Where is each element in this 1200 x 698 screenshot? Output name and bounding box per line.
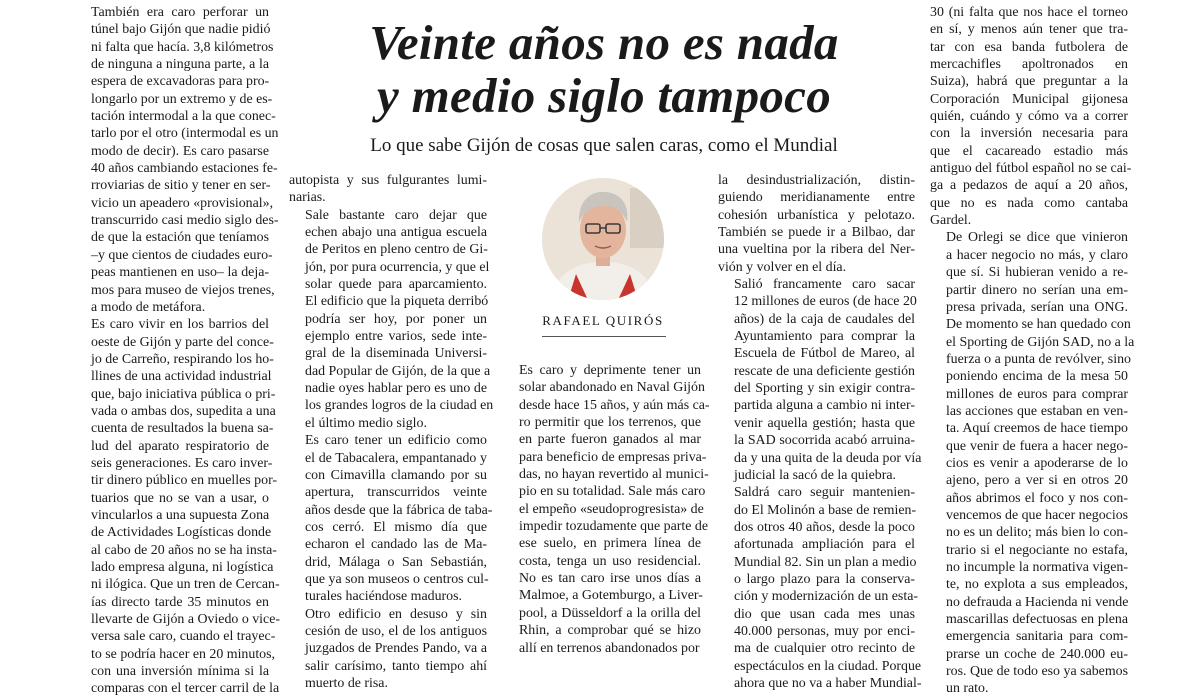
text-line: oeste de Gijón y parte del conce-: [91, 334, 274, 350]
text-line: la SAD socorrida acabó arruina-: [734, 433, 915, 449]
text-line: la desindustrialización, distin-: [718, 173, 915, 188]
text-line: con una inversión mínima si la: [91, 664, 269, 680]
text-line: ta. Aquí creemos de hace tiempo: [946, 421, 1128, 437]
article-paragraph: [718, 484, 922, 692]
text-line: ni falta que hacía. 3,8 kilómetros: [91, 39, 274, 55]
text-line: Malmoe, a Gotemburgo, a Liver-: [519, 588, 703, 604]
text-line: espectáculos en la ciudad. Porque: [734, 658, 922, 674]
text-line: cesión de uso, el de los antiguos: [305, 623, 487, 639]
text-line: jo de Carreño, respirando los ho-: [91, 351, 274, 367]
text-line: De momento se han quedado con: [946, 317, 1131, 333]
article-column-4: [718, 172, 922, 692]
text-line: a modo de metáfora.: [91, 299, 206, 315]
text-line: Salió francamente caro sacar: [734, 277, 915, 293]
author-photo: [542, 178, 664, 300]
text-line: allí en terrenos abandonados por: [519, 640, 700, 656]
text-line: No es tan caro irse unos días a: [519, 571, 701, 587]
article-paragraph: [289, 432, 493, 605]
text-line: al cabo de 20 años no se ha insta-: [91, 542, 277, 558]
text-line: ción y modernización de un esta-: [734, 589, 918, 605]
article-paragraph: [289, 207, 494, 432]
text-line: cios es venir a apoderarse de lo: [946, 455, 1128, 471]
text-line: 40.000 personas, muy por enci-: [734, 623, 915, 639]
text-line: no incumple la normativa vigen-: [946, 560, 1128, 575]
text-line: autopista y sus fulgurantes lumi-: [289, 173, 487, 188]
text-line: drid, Málaga o San Sebastián,: [305, 554, 487, 570]
text-line: que ya son museos o centros cul-: [305, 571, 489, 587]
text-line: rroviarias de sitio y tener en ser-: [91, 178, 271, 194]
text-line: a hacer negocio no más, y claro: [946, 247, 1128, 263]
text-line: ro permitir que los terrenos, que: [519, 415, 701, 431]
text-line: También se puede ir a Bilbao, dar: [718, 225, 915, 241]
article-paragraph: [930, 4, 1132, 229]
byline-divider: [542, 336, 666, 337]
text-line: judicial la sacó de la quiebra.: [734, 467, 896, 483]
text-line: echaron el candado las de Ma-: [305, 537, 487, 553]
text-line: lado empresa alguna, ni logística: [91, 560, 274, 575]
text-line: partida alguna a cambio ni inter-: [734, 398, 915, 414]
text-line: antiguo del fútbol español no se cai-: [930, 161, 1132, 177]
text-line: 30 (ni falta que nos hace el torneo: [930, 5, 1128, 20]
text-line: ías directo tarde 35 minutos en: [91, 594, 269, 610]
author-byline: RAFAEL QUIRÓS: [542, 313, 664, 328]
article-paragraph: [718, 172, 915, 276]
text-line: También era caro perforar un: [91, 5, 269, 20]
text-line: El edificio que la piqueta derribó: [305, 294, 489, 310]
text-line: podría ser hoy, por poner un: [305, 311, 487, 327]
text-line: con la inversión necesaria para: [930, 126, 1128, 142]
text-line: cos cerró. El mismo día que: [305, 519, 487, 535]
text-line: solar abandonado en Naval Gijón: [519, 380, 705, 396]
text-line: echen abajo una antigua escuela: [305, 225, 487, 241]
text-line: de que la estación que teníamos: [91, 230, 269, 246]
text-line: turales haciéndose maduros.: [305, 589, 462, 605]
text-line: Rhin, a comprobar qué se hizo: [519, 623, 701, 639]
text-line: juzgados de Prendes Pando, va a: [305, 641, 487, 657]
text-line: apertura, transcurridos veinte: [305, 485, 487, 501]
text-line: 12 millones de euros (de hace 20: [734, 294, 917, 310]
author-portrait-illustration: [542, 178, 664, 300]
text-line: prarse un coche de 240.000 eu-: [946, 646, 1128, 662]
text-line: años abrimos el foco y nos con-: [946, 490, 1128, 506]
text-line: ga a pedazos de aquí a 20 años,: [930, 178, 1128, 194]
text-line: tar con esa banda futbolera de: [930, 39, 1128, 55]
text-line: Es caro y deprimente tener un: [519, 363, 701, 378]
text-line: seis generaciones. Es caro inver-: [91, 455, 273, 471]
text-line: tuarios que no se van a usar, o: [91, 490, 269, 506]
headline-line-1: Veinte años no es nada: [369, 15, 839, 70]
article-paragraph: [75, 4, 279, 316]
text-line: las acciones que estaban en ven-: [946, 403, 1128, 419]
article-paragraph: [503, 362, 710, 657]
text-line: Es caro tener un edificio como: [305, 433, 487, 449]
text-line: modo de decir). Es caro pasarse: [91, 143, 269, 159]
text-line: en sí, y menos aún tener que tra-: [930, 22, 1128, 38]
text-line: años desde que la fábrica de taba-: [305, 502, 493, 518]
text-line: transcurrido casi medio siglo des-: [91, 213, 279, 229]
text-line: espera de excavadoras para pro-: [91, 74, 270, 90]
text-line: cuenta de resultados la buena sa-: [91, 421, 274, 437]
text-line: mercachifles apoltronados en: [930, 57, 1128, 73]
text-line: solar quede para aparcamiento.: [305, 277, 487, 293]
text-line: Sale bastante caro dejar que: [305, 207, 487, 223]
text-line: da y una quita de la deuda por vía: [734, 450, 922, 466]
text-line: ahora que no va a haber Mundial-: [734, 675, 922, 691]
text-line: Es caro vivir en los barrios del: [91, 317, 269, 333]
text-line: vicio un apeadero «provisional»,: [91, 195, 274, 211]
text-line: impedir tozudamente que parte de: [519, 519, 708, 535]
text-line: gral de la diseminada Universi-: [305, 346, 487, 362]
text-line: emergencia sanitaria para com-: [946, 629, 1128, 645]
text-line: los grandes logros de la ciudad en: [305, 398, 494, 414]
text-line: llevarte de Gijón a Oviedo o vice-: [91, 612, 280, 628]
text-line: no es un delito; más bien lo con-: [946, 525, 1128, 541]
text-line: Escuela de Fútbol de Mareo, al: [734, 346, 915, 362]
text-line: desde hace 15 años, y aún más ca-: [519, 397, 710, 413]
text-line: que sí. Si hubieran venido a re-: [946, 265, 1128, 281]
article-paragraph: [930, 229, 1135, 697]
article-paragraph: [75, 316, 280, 698]
text-line: de ninguna a ninguna parte, a la: [91, 57, 269, 73]
text-line: millones de euros para comprar: [946, 386, 1128, 402]
text-line: tarlo por el otro (intermodal es un: [91, 126, 279, 142]
text-line: salir carísimo, tanto tiempo ahí: [305, 658, 487, 674]
text-line: el último medio siglo.: [305, 415, 427, 431]
text-line: Otro edificio en desuso y sin: [305, 606, 487, 622]
text-line: poniendo encima de la mesa 50: [946, 369, 1128, 385]
text-line: afortunada ampliación para el: [734, 537, 915, 553]
text-line: vada o ambas dos, supedita a una: [91, 403, 276, 419]
text-line: ni ilógica. Que un tren de Cercan-: [91, 577, 280, 593]
text-line: te, no explota a sus empleados,: [946, 577, 1128, 593]
text-line: que el cacareado estadio más: [930, 143, 1128, 159]
text-line: peas mantienen en uso– la deja-: [91, 265, 269, 281]
text-line: o largo plazo para la conserva-: [734, 571, 915, 587]
text-line: costa, tenga un uso residencial.: [519, 553, 701, 569]
text-line: longarlo por un extremo y de es-: [91, 91, 273, 107]
text-line: ajeno, pero a ver si en otros 20: [946, 473, 1128, 489]
text-line: das, no hayan revertido al munici-: [519, 467, 709, 483]
text-line: vión y volver en el día.: [718, 259, 847, 275]
text-line: pio en su totalidad. Sale más caro: [519, 484, 706, 500]
text-line: do El Molinón a base de remien-: [734, 502, 917, 518]
text-line: to se podría hacer en 20 minutos,: [91, 646, 276, 662]
text-line: nadie oyes hablar pero es uno de: [305, 381, 487, 397]
text-line: jón, por pura ocurrencia, y que el: [305, 259, 490, 275]
text-line: que venir de fuera a hacer nego-: [946, 438, 1128, 454]
article-paragraph: [289, 172, 487, 207]
text-line: pool, a Düsseldorf a la orilla del: [519, 605, 701, 621]
text-line: cohesión urbanística y pelotazo.: [718, 207, 915, 223]
text-line: Gardel.: [930, 213, 972, 229]
text-line: Corporación Municipal gijonesa: [930, 91, 1128, 107]
text-line: en parte fueron ganados al mar: [519, 432, 701, 448]
text-line: del Sporting y sin exigir contra-: [734, 381, 915, 397]
article-column-3: [503, 362, 710, 657]
text-line: fuerza o a punta de revólver, sino: [946, 351, 1131, 367]
text-line: comparas con el tercer carril de la: [91, 681, 280, 697]
text-line: presa privada, serían una ONG.: [946, 299, 1128, 315]
text-line: ese suelo, en primera línea de: [519, 536, 701, 552]
text-line: Mundial 82. Sin un plan a medio: [734, 554, 917, 570]
text-line: tir dinero público en muelles por-: [91, 473, 278, 489]
text-line: Ayuntamiento para comprar la: [734, 329, 915, 345]
article-paragraph: [718, 276, 922, 484]
text-line: vincularlos a una supuesta Zona: [91, 507, 270, 523]
text-line: un rato.: [946, 681, 989, 697]
text-line: partir dinero no serían una em-: [946, 282, 1128, 298]
text-line: túnel bajo Gijón que nadie pidió: [91, 22, 271, 38]
text-line: quién, cuándo y cómo va a correr: [930, 109, 1128, 125]
text-line: De Orlegi se dice que vinieron: [946, 230, 1128, 246]
text-line: tación intermodal a la que conec-: [91, 109, 276, 125]
headline-line-2: y medio siglo tampoco: [376, 68, 832, 123]
text-line: rescate de una deficiente gestión: [734, 363, 915, 379]
text-line: para beneficio de empresas priva-: [519, 449, 707, 465]
text-line: no defrauda a Hacienda ni vende: [946, 594, 1129, 610]
text-line: –y que cientos de ciudades euro-: [91, 247, 273, 263]
text-line: de Actividades Logísticas donde: [91, 525, 272, 541]
text-line: dos otros 40 años, desde la poco: [734, 519, 915, 535]
text-line: una vueltina por la ribera del Ner-: [718, 242, 915, 258]
text-line: con Cimavilla clamando por su: [305, 467, 487, 483]
text-line: ma de cualquier otro recinto de: [734, 641, 915, 657]
text-line: que, bajo iniciativa pública o pri-: [91, 386, 276, 402]
text-line: Suiza), habrá que preguntar a la: [930, 74, 1128, 90]
text-line: vencemos de que hacer negocios: [946, 507, 1129, 523]
text-line: muerto de risa.: [305, 675, 388, 691]
text-line: llines de una actividad industrial: [91, 369, 272, 385]
text-line: años) de la caja de caudales del: [734, 311, 915, 327]
text-line: venir aquella gestión; hasta que: [734, 415, 915, 431]
text-line: versa sale caro, cuando el trayec-: [91, 629, 276, 645]
text-line: mascarillas defectuosas en plena: [946, 612, 1128, 628]
text-line: trario si el negociante no estafa,: [946, 542, 1128, 558]
text-line: el de Tabacalera, empantanado y: [305, 450, 487, 466]
text-line: el empeño «seudoprogresista» de: [519, 501, 704, 517]
text-line: Saldrá caro seguir mantenien-: [734, 485, 915, 501]
subtitle: Lo que sabe Gijón de cosas que salen caras, como el Mundial: [370, 135, 838, 156]
text-line: lud del aparato respiratorio de: [91, 438, 269, 454]
text-line: que no es nada como cantaba: [930, 195, 1128, 211]
text-line: ejemplo entre varios, sede inte-: [305, 329, 487, 345]
text-line: narias.: [289, 190, 326, 206]
text-line: mos para museo de viejos trenes,: [91, 282, 275, 298]
article-column-5: [930, 4, 1135, 698]
text-line: ros. Que de todo eso ya sabemos: [946, 664, 1128, 680]
text-line: dad Popular de Gijón, de la que a: [305, 363, 491, 379]
text-line: el Sporting de Gijón SAD, no a la: [946, 334, 1135, 350]
text-line: de Peritos en pleno centro de Gi-: [305, 242, 488, 258]
text-line: guiendo meridianamente entre: [718, 190, 915, 206]
text-line: 40 años cambiando estaciones fe-: [91, 161, 278, 177]
article-column-2: [289, 172, 494, 692]
text-line: dio que usan cada mes unas: [734, 606, 915, 622]
article-column-1: [75, 4, 280, 698]
